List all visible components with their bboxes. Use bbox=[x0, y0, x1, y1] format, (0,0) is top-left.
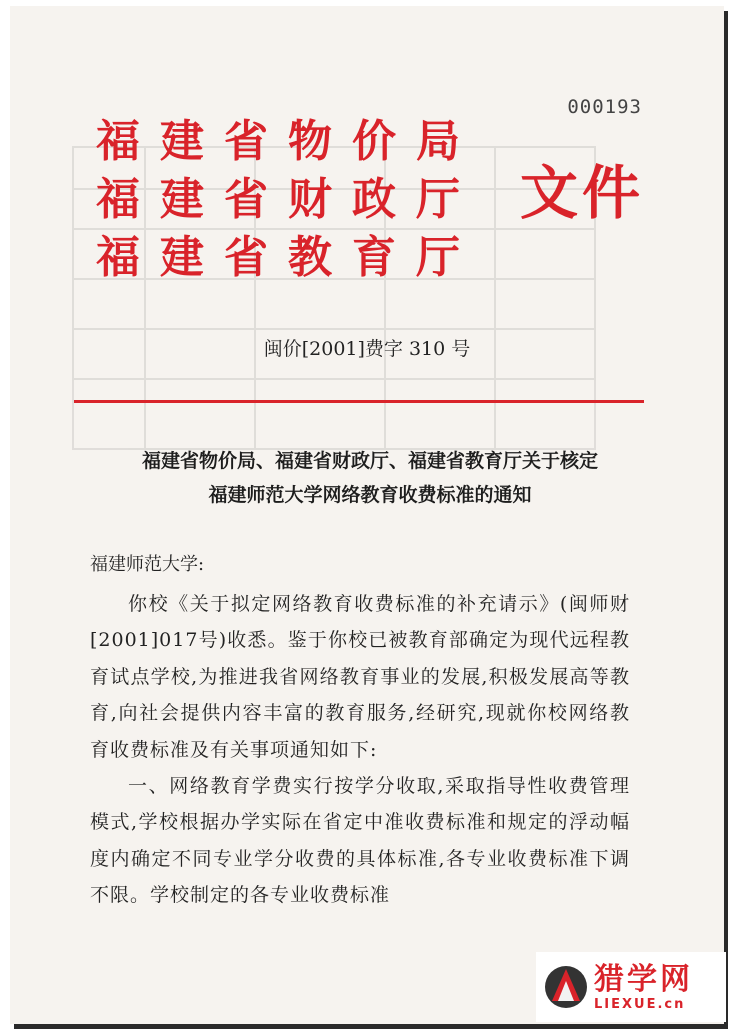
site-watermark bbox=[536, 952, 726, 1022]
issuer-finance-dept: 福建省财政厅 bbox=[96, 174, 480, 225]
document-page bbox=[10, 6, 724, 1024]
letterhead bbox=[96, 112, 656, 282]
document-title bbox=[70, 444, 670, 512]
paragraph-1: 你校《关于拟定网络教育收费标准的补充请示》(闽师财[2001]017号)收悉。鉴于你校已被教育部确定为现代远程教育试点学校,为推进我省网络教育事业的发展,积极发展高等教育,向社会提供内容丰富的教育服务,经研究,现就你校网络教育收费标准及有关事项通知如下: bbox=[90, 593, 630, 761]
watermark-domain: LIEXUE.cn bbox=[594, 996, 686, 1012]
issuer-price-bureau: 福建省物价局 bbox=[96, 116, 480, 167]
watermark-name: 猎学网 bbox=[594, 961, 693, 997]
liexue-logo-icon bbox=[542, 961, 590, 1013]
serial-number: 000193 bbox=[567, 96, 642, 118]
title-line-1: 福建省物价局、福建省财政厅、福建省教育厅关于核定 bbox=[141, 450, 598, 472]
paragraph-2: 一、网络教育学费实行按学分收取,采取指导性收费管理模式,学校根据办学实际在省定中准收费标准和规定的浮动幅度内确定不同专业学分收费的具体标准,各专业收费标准下调不限。学校制定的各专业收费标准 bbox=[90, 775, 630, 907]
salutation: 福建师范大学: bbox=[90, 554, 205, 575]
doc-type: 文件 bbox=[520, 159, 645, 227]
document-body bbox=[90, 586, 630, 914]
red-divider bbox=[74, 400, 644, 403]
issuer-education-dept: 福建省教育厅 bbox=[96, 232, 480, 283]
document-number: 闽价[2001]费字 310 号 bbox=[263, 338, 471, 360]
title-line-2: 福建师范大学网络教育收费标准的通知 bbox=[208, 484, 532, 506]
